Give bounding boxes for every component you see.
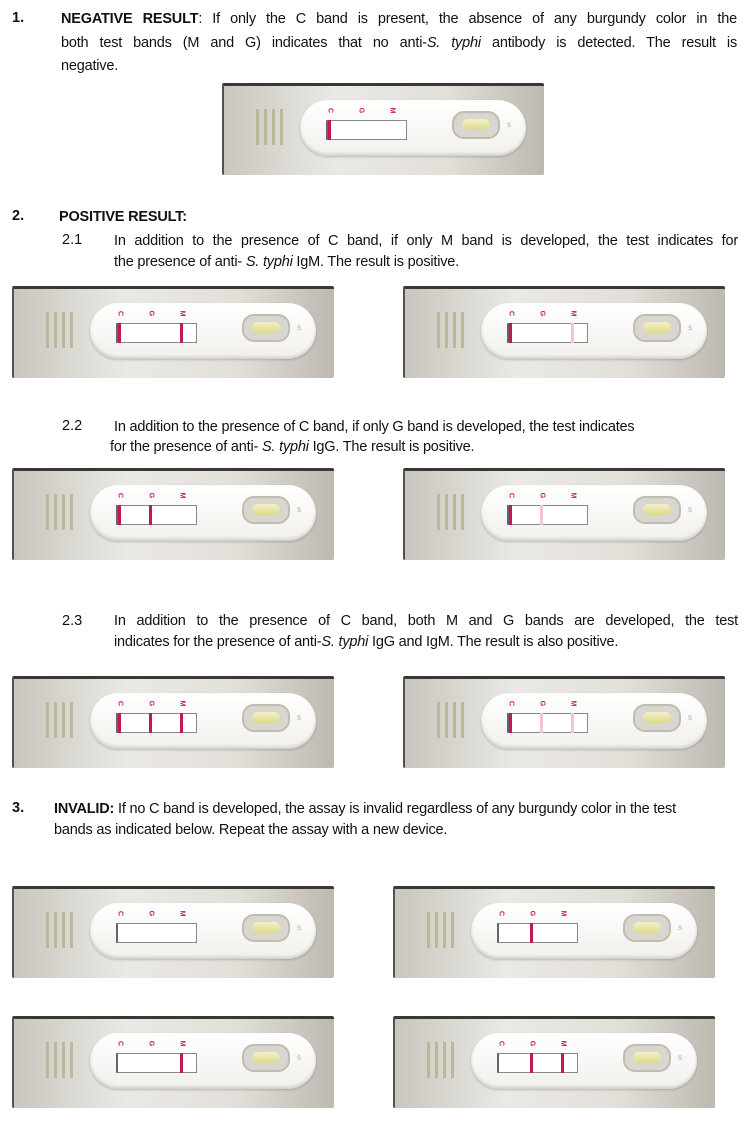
band-c-strong: [118, 713, 121, 733]
grip-ridge: [46, 1042, 49, 1078]
grip-ridge: [437, 702, 440, 738]
band-label-g: G: [147, 310, 155, 317]
positive-2-1-text-b: S. typhi: [245, 254, 293, 270]
sample-pad: [462, 119, 490, 130]
band-label-g: G: [147, 700, 155, 707]
grip-ridge: [443, 912, 446, 948]
band-label-g: G: [147, 492, 155, 499]
negative-text-1: If only the C band is present, the absence of any burgundy color in the: [212, 11, 737, 27]
test-strip: [116, 323, 197, 343]
band-label-g: G: [147, 910, 155, 917]
sample-label: S: [678, 1056, 683, 1062]
sample-well: [242, 496, 290, 524]
grip-ridges: [46, 494, 74, 530]
subsection-number-2-1: 2.1: [62, 232, 83, 248]
band-label-c: C: [116, 700, 124, 707]
grip-ridge: [54, 1042, 57, 1078]
sample-label: S: [297, 1056, 302, 1062]
test-strip: [507, 505, 588, 525]
subsection-number-2-2: 2.2: [62, 418, 83, 434]
sample-pad: [643, 322, 671, 333]
cassette-invalid-mg: [393, 1016, 723, 1116]
positive-2-1-line-1: In addition to the presence of C band, if only M band is developed, the test indicates for: [114, 233, 738, 249]
band-m-strong: [180, 323, 183, 343]
sample-label: S: [678, 926, 683, 932]
grip-ridge: [256, 109, 259, 145]
band-c-strong: [328, 120, 331, 140]
band-label-g: G: [538, 310, 546, 317]
band-label-c: C: [507, 492, 515, 499]
band-label-g: G: [538, 700, 546, 707]
band-label-c: C: [497, 1040, 505, 1047]
band-m-faint: [571, 323, 574, 343]
grip-ridges: [46, 312, 74, 348]
grip-ridge: [461, 494, 464, 530]
band-label-c: C: [116, 492, 124, 499]
grip-ridge: [46, 312, 49, 348]
band-label-c: C: [497, 910, 505, 917]
positive-2-3-text-a: indicates for the presence of anti-: [114, 634, 322, 650]
grip-ridge: [427, 912, 430, 948]
positive-2-2-text-a: for the presence of anti-: [110, 439, 262, 455]
band-g-strong: [149, 505, 152, 525]
test-strip: [326, 120, 407, 140]
grip-ridge: [453, 702, 456, 738]
grip-ridge: [46, 702, 49, 738]
positive-2-2-text-c: IgG. The result is positive.: [308, 439, 475, 455]
grip-ridge: [70, 912, 73, 948]
sample-well: [242, 704, 290, 732]
band-label-m: M: [178, 492, 186, 499]
sample-well: [452, 111, 500, 139]
band-label-g: G: [528, 1040, 536, 1047]
band-g-strong: [530, 1053, 533, 1073]
band-label-g: G: [538, 492, 546, 499]
band-label-c: C: [116, 310, 124, 317]
positive-2-1-line-2: [114, 251, 459, 273]
test-strip: [116, 713, 197, 733]
sample-label: S: [297, 716, 302, 722]
test-strip: [507, 323, 588, 343]
band-label-c: C: [116, 1040, 124, 1047]
invalid-line-1: [54, 798, 676, 820]
band-c-strong: [509, 505, 512, 525]
section-number-positive: 2.: [12, 208, 25, 224]
band-label-g: G: [147, 1040, 155, 1047]
sample-label: S: [297, 326, 302, 332]
grip-ridge: [427, 1042, 430, 1078]
cassette-positive-m-strong: [12, 286, 342, 386]
band-c-strong: [118, 323, 121, 343]
band-g-strong: [149, 713, 152, 733]
grip-ridge: [62, 494, 65, 530]
sample-well: [633, 496, 681, 524]
test-strip: [116, 1053, 197, 1073]
grip-ridges: [437, 494, 465, 530]
positive-2-2-line-1: In addition to the presence of C band, if only G band is developed, the test indicates: [114, 419, 635, 435]
invalid-text-1: If no C band is developed, the assay is invalid regardless of any burgundy color in the test: [118, 801, 676, 817]
grip-ridge: [62, 702, 65, 738]
grip-ridge: [54, 912, 57, 948]
band-label-c: C: [507, 310, 515, 317]
band-label-m: M: [388, 107, 396, 114]
negative-text-2b: S. typhi: [426, 35, 481, 51]
band-m-strong: [180, 713, 183, 733]
grip-ridge: [62, 312, 65, 348]
grip-ridges: [46, 912, 74, 948]
grip-ridge: [70, 1042, 73, 1078]
positive-2-3-line-1: In addition to the presence of C band, both M and G bands are developed, the test: [114, 613, 738, 629]
grip-ridge: [461, 702, 464, 738]
positive-2-2-text-b: S. typhi: [261, 439, 309, 455]
grip-ridge: [62, 1042, 65, 1078]
band-label-m: M: [569, 492, 577, 499]
sample-well: [633, 704, 681, 732]
grip-ridge: [54, 702, 57, 738]
grip-ridge: [445, 494, 448, 530]
grip-ridges: [256, 109, 284, 145]
band-m-strong: [180, 1053, 183, 1073]
cassette-invalid-g: [393, 886, 723, 986]
grip-ridge: [264, 109, 267, 145]
grip-ridges: [437, 312, 465, 348]
band-m-faint: [571, 713, 574, 733]
sample-label: S: [297, 926, 302, 932]
band-label-c: C: [116, 910, 124, 917]
band-g-strong: [530, 923, 533, 943]
grip-ridge: [445, 702, 448, 738]
sample-well: [242, 1044, 290, 1072]
band-c-strong: [118, 505, 121, 525]
grip-ridges: [427, 912, 455, 948]
cassette-positive-mg-faint: [403, 676, 733, 776]
positive-2-2-line-2: [110, 436, 474, 458]
invalid-line-2: bands as indicated below. Repeat the assay with a new device.: [54, 822, 448, 838]
cassette-invalid-none: [12, 886, 342, 986]
grip-ridges: [46, 1042, 74, 1078]
negative-text-2c: antibody is detected. The result is: [480, 35, 738, 51]
sample-pad: [252, 712, 280, 723]
grip-ridge: [451, 912, 454, 948]
negative-line-1: NEGATIVE RESULT: If only the C band is present, the absence of any burgundy color in the: [61, 11, 737, 27]
positive-2-3-line-2: [114, 631, 618, 653]
band-g-faint: [540, 505, 543, 525]
grip-ridge: [437, 312, 440, 348]
sample-well: [242, 914, 290, 942]
band-label-m: M: [569, 310, 577, 317]
test-strip: [507, 713, 588, 733]
grip-ridge: [46, 494, 49, 530]
invalid-heading: INVALID:: [54, 801, 115, 817]
band-label-c: C: [326, 107, 334, 114]
sample-pad: [643, 504, 671, 515]
grip-ridge: [70, 312, 73, 348]
sample-label: S: [688, 508, 693, 514]
sample-label: S: [297, 508, 302, 514]
band-c-strong: [509, 323, 512, 343]
band-g-faint: [540, 713, 543, 733]
grip-ridge: [461, 312, 464, 348]
section-number-negative: 1.: [12, 10, 25, 26]
grip-ridge: [272, 109, 275, 145]
sample-well: [633, 314, 681, 342]
sample-pad: [252, 922, 280, 933]
cassette-positive-mg-strong: [12, 676, 342, 776]
band-label-g: G: [528, 910, 536, 917]
band-label-m: M: [178, 910, 186, 917]
grip-ridge: [54, 312, 57, 348]
sample-label: S: [507, 123, 512, 129]
sample-label: S: [688, 326, 693, 332]
sample-pad: [633, 1052, 661, 1063]
grip-ridge: [54, 494, 57, 530]
band-label-m: M: [559, 910, 567, 917]
cassette-invalid-m: [12, 1016, 342, 1116]
grip-ridge: [445, 312, 448, 348]
sample-well: [623, 1044, 671, 1072]
grip-ridge: [70, 702, 73, 738]
negative-heading: NEGATIVE RESULT: [61, 11, 199, 27]
grip-ridge: [280, 109, 283, 145]
band-label-m: M: [178, 1040, 186, 1047]
test-strip: [497, 1053, 578, 1073]
grip-ridge: [443, 1042, 446, 1078]
grip-ridge: [437, 494, 440, 530]
cassette-positive-g-faint: [403, 468, 733, 568]
sample-label: S: [688, 716, 693, 722]
sample-pad: [252, 504, 280, 515]
grip-ridges: [427, 1042, 455, 1078]
negative-text-2a: both test bands (M and G) indicates that no anti-: [61, 35, 427, 51]
grip-ridge: [451, 1042, 454, 1078]
positive-2-1-text-c: IgM. The result is positive.: [292, 254, 459, 270]
band-label-m: M: [178, 700, 186, 707]
positive-2-3-text-c: IgG and IgM. The result is also positive.: [368, 634, 619, 650]
band-label-c: C: [507, 700, 515, 707]
grip-ridge: [453, 312, 456, 348]
test-strip: [497, 923, 578, 943]
band-label-m: M: [569, 700, 577, 707]
band-c-strong: [509, 713, 512, 733]
cassette-positive-m-faint: [403, 286, 733, 386]
grip-ridges: [437, 702, 465, 738]
cassette-positive-g-strong: [12, 468, 342, 568]
grip-ridge: [46, 912, 49, 948]
sample-well: [623, 914, 671, 942]
subsection-number-2-3: 2.3: [62, 613, 83, 629]
sample-pad: [252, 322, 280, 333]
sample-pad: [643, 712, 671, 723]
grip-ridge: [435, 1042, 438, 1078]
sample-pad: [633, 922, 661, 933]
cassette-negative: [222, 83, 552, 183]
band-label-m: M: [559, 1040, 567, 1047]
test-strip: [116, 923, 197, 943]
grip-ridges: [46, 702, 74, 738]
positive-2-1-text-a: the presence of anti-: [114, 254, 246, 270]
grip-ridge: [435, 912, 438, 948]
sample-pad: [252, 1052, 280, 1063]
positive-heading: POSITIVE RESULT:: [59, 209, 187, 225]
negative-line-2: [61, 32, 737, 54]
band-label-g: G: [357, 107, 365, 114]
band-label-m: M: [178, 310, 186, 317]
negative-line-3: negative.: [61, 58, 119, 74]
sample-well: [242, 314, 290, 342]
grip-ridge: [453, 494, 456, 530]
test-strip: [116, 505, 197, 525]
section-number-invalid: 3.: [12, 800, 25, 816]
grip-ridge: [70, 494, 73, 530]
band-m-strong: [561, 1053, 564, 1073]
positive-2-3-text-b: S. typhi: [321, 634, 369, 650]
grip-ridge: [62, 912, 65, 948]
